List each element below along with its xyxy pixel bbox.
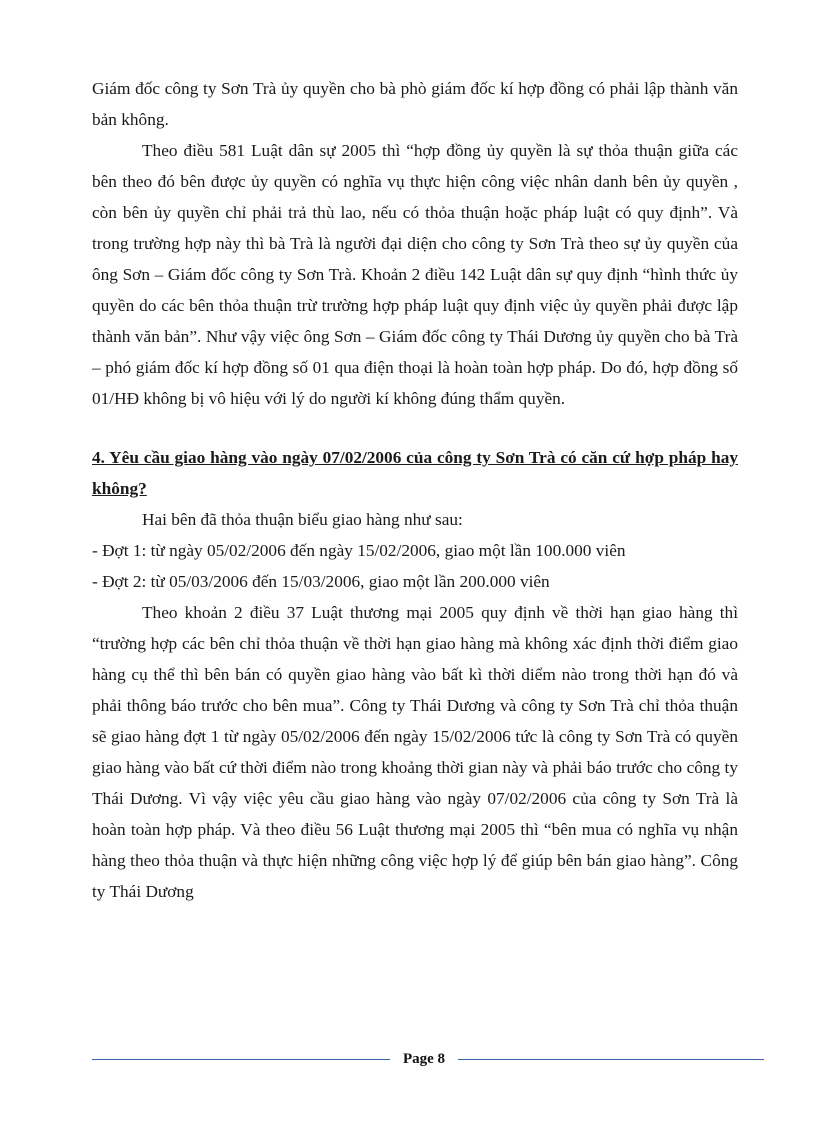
paragraph-article-37: Theo khoản 2 điều 37 Luật thương mại 2005 quy định về thời hạn giao hàng thì “trường hợp các bên chỉ thỏa thuận về thời hạn giao hàng mà không xác định thời điểm giao hàng cụ thể thì bên bán có quyền giao hàng vào bất kì thời diểm nào trong thời hạn đó và phải thông báo trước cho bên mua”. Công ty Thái Dương và công ty Sơn Trà chỉ thỏa thuận sẽ giao hàng đợt 1 từ ngày 05/02/2006 đến ngày 15/02/2006 tức là công ty Sơn Trà có quyền giao hàng vào bất cứ thời điểm nào trong khoảng thời gian này và phải báo trước cho công ty Thái Dương. Vì vậy việc yêu cầu giao hàng vào ngày 07/02/2006 của công ty Sơn Trà là hoàn toàn hợp pháp. Và theo điều 56 Luật thương mại 2005 thì “bên mua có nghĩa vụ nhận hàng theo thỏa thuận và thực hiện những công việc hợp lý để giúp bên bán giao hàng”. Công ty Thái Dương: [92, 603, 738, 901]
delivery-bullet-1: - Đợt 1: từ ngày 05/02/2006 đến ngày 15/02/2006, giao một lần 100.000 viên: [92, 541, 626, 560]
delivery-intro: Hai bên đã thỏa thuận biểu giao hàng như sau:: [142, 510, 463, 529]
paragraph-article-581: Theo điều 581 Luật dân sự 2005 thì “hợp đồng ủy quyền là sự thỏa thuận giữa các bên theo đó bên được ủy quyền có nghĩa vụ thực hiện công việc nhân danh bên ủy quyền , còn bên ủy quyền chỉ phải trả thù lao, nếu có thỏa thuận hoặc pháp luật có quy định”. Và trong trường hợp này thì bà Trà là người đại diện cho công ty Sơn Trà theo sự ủy quyền của ông Sơn – Giám đốc công ty Sơn Trà. Khoản 2 điều 142 Luật dân sự quy định “hình thức ủy quyền do các bên thỏa thuận trừ trường hợp pháp luật quy định việc ủy quyền phải được lập thành văn bản”. Như vậy việc ông Sơn – Giám đốc công ty Thái Dương ủy quyền cho bà Trà – phó giám đốc kí hợp đồng số 01 qua điện thoại là hoàn toàn hợp pháp. Do đó, hợp đồng số 01/HĐ không bị vô hiệu với lý do người kí không đúng thẩm quyền.: [92, 141, 738, 408]
footer-rule-right: [458, 1059, 764, 1060]
page-footer: [92, 1049, 764, 1069]
document-body: [92, 73, 738, 907]
footer-rule-left: [92, 1059, 390, 1060]
delivery-bullet-2: - Đợt 2: từ 05/03/2006 đến 15/03/2006, giao một lần 200.000 viên: [92, 572, 550, 591]
paragraph-continuation: Giám đốc công ty Sơn Trà ủy quyền cho bà phò giám đốc kí hợp đồng có phải lập thành văn bản không.: [92, 79, 738, 129]
section-heading: 4. Yêu cầu giao hàng vào ngày 07/02/2006 của công ty Sơn Trà có căn cứ hợp pháp hay không?: [92, 448, 738, 498]
page-number: Page 8: [402, 1051, 446, 1067]
